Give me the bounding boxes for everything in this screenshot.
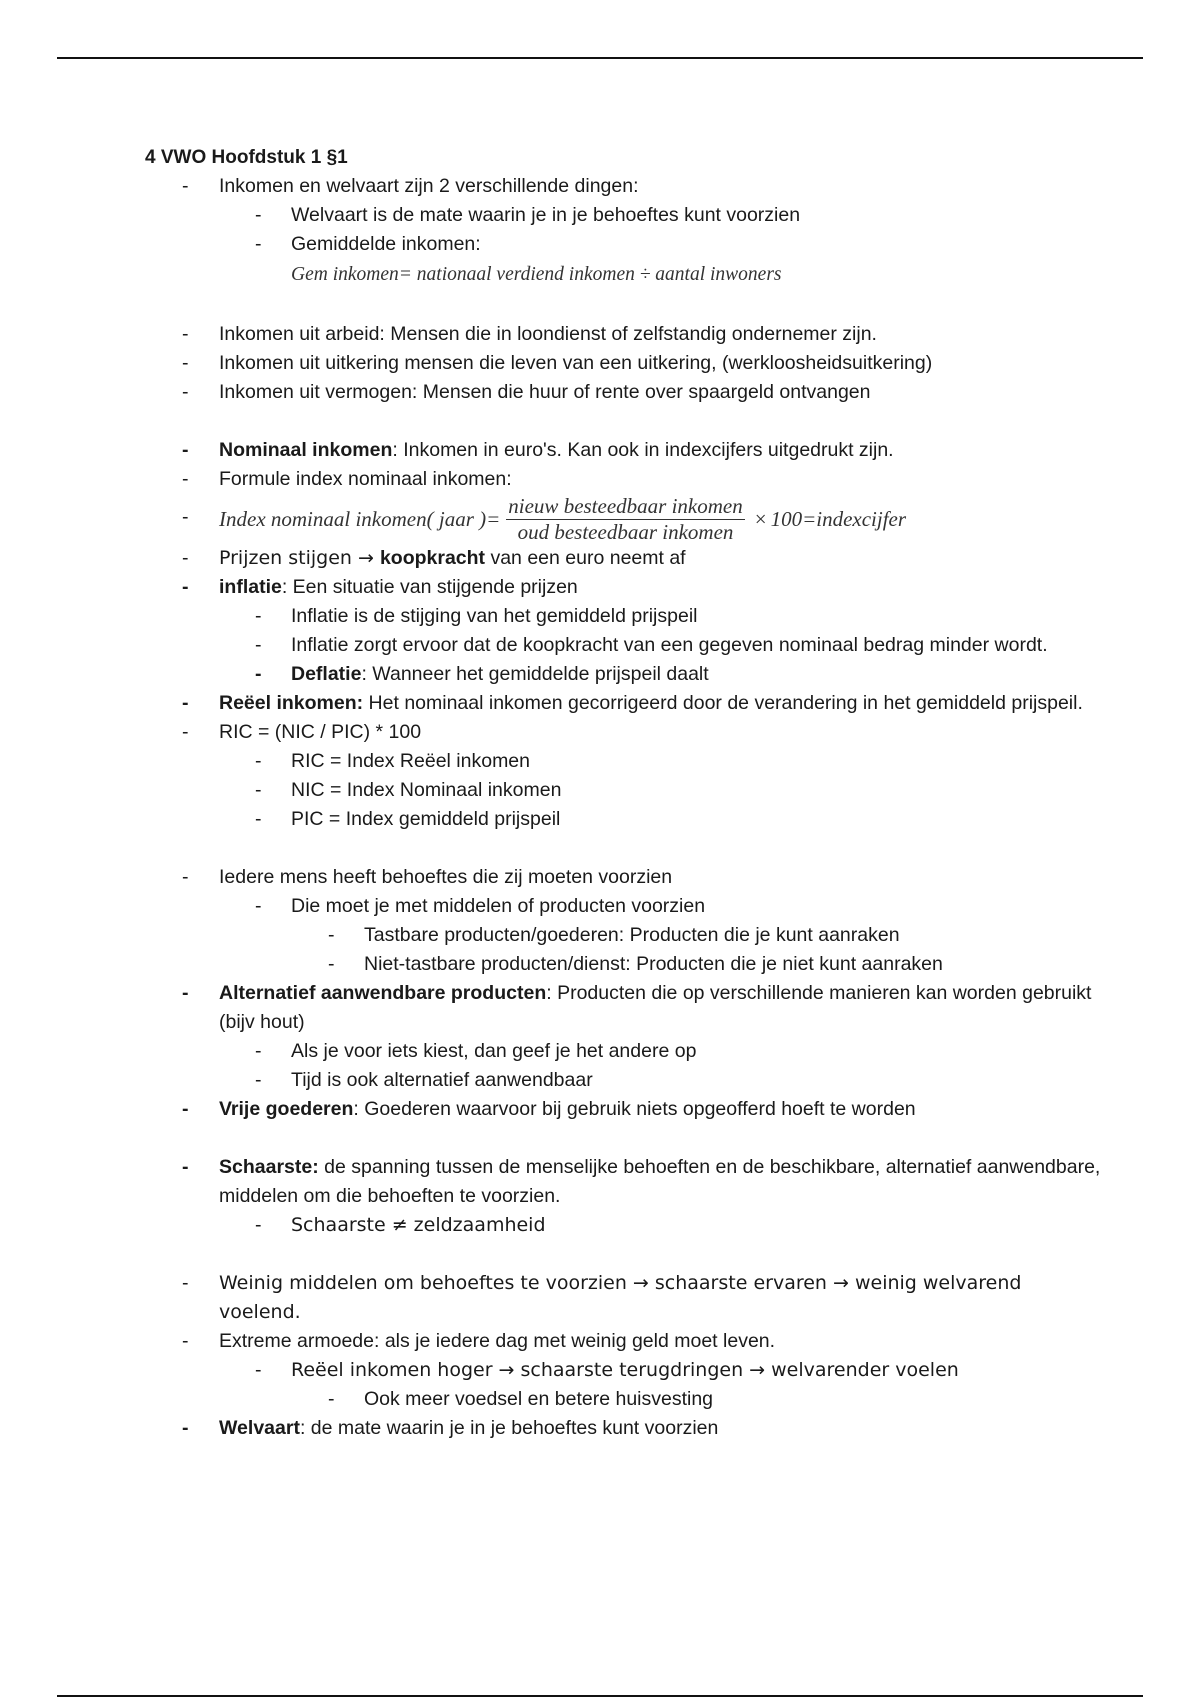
bullet-dash: -: [182, 866, 189, 888]
list-item: [145, 465, 1105, 494]
formula-right: 100=indexcijfer: [770, 506, 907, 531]
list-item: [145, 320, 1105, 349]
item-text: Schaarste ≠ zeldzaamheid: [291, 1214, 546, 1236]
bullet-dash: -: [328, 924, 335, 946]
bullet-dash: -: [255, 779, 262, 801]
list-item: [145, 602, 1105, 631]
item-text: Ook meer voedsel en betere huisvesting: [364, 1388, 714, 1410]
bullet-dash: -: [182, 1417, 189, 1439]
list-item: [145, 1385, 1105, 1414]
footer-rule: [57, 1695, 1143, 1697]
bullet-dash: -: [182, 547, 189, 569]
formula-left: Index nominaal inkomen( jaar )=: [219, 506, 501, 531]
bullet-dash: -: [182, 506, 189, 528]
formula-average-income: Gem inkomen= nationaal verdiend inkomen ÷ aantal inwoners: [291, 264, 782, 285]
bullet-dash: -: [182, 1272, 189, 1294]
term: koopkracht: [379, 547, 486, 569]
list-item: [145, 436, 1105, 465]
term: Alternatief aanwendbare producten: [219, 982, 547, 1004]
item-text: : Inkomen in euro's. Kan ook in indexcijfers uitgedrukt zijn.: [392, 439, 894, 461]
item-text: PIC = Index gemiddeld prijspeil: [291, 808, 561, 830]
term: inflatie: [219, 576, 282, 598]
item-text: van een euro neemt af: [485, 547, 686, 569]
item-text: Reëel inkomen hoger → schaarste terugdringen → welvarender voelen: [291, 1359, 959, 1381]
bullet-dash: -: [255, 634, 262, 656]
item-text: Tijd is ook alternatief aanwendbaar: [291, 1069, 593, 1091]
bullet-dash: -: [182, 439, 189, 461]
item-text: Tastbare producten/goederen: Producten die je kunt aanraken: [364, 924, 900, 946]
formula-denominator: oud besteedbaar inkomen: [517, 519, 734, 544]
list-item: [145, 1095, 1105, 1124]
bullet-dash: -: [182, 323, 189, 345]
item-text: Niet-tastbare producten/dienst: Producten die je niet kunt aanraken: [364, 953, 943, 975]
item-text: Inflatie is de stijging van het gemiddeld prijspeil: [291, 605, 698, 627]
list-item: [145, 349, 1105, 378]
list-item: [145, 201, 1105, 230]
bullet-dash: -: [328, 1388, 335, 1410]
bullet-dash: -: [255, 750, 262, 772]
list-item: [145, 921, 1105, 950]
item-text: : Goederen waarvoor bij gebruik niets opgeofferd hoeft te worden: [353, 1098, 916, 1120]
item-text: RIC = (NIC / PIC) * 100: [219, 721, 422, 743]
item-text: Prijzen stijgen →: [219, 547, 380, 569]
item-text: Welvaart is de mate waarin je in je behoeftes kunt voorzien: [291, 204, 801, 226]
item-text: Inkomen en welvaart zijn 2 verschillende dingen:: [219, 175, 639, 197]
list-item: [145, 378, 1105, 407]
item-text: : Een situatie van stijgende prijzen: [281, 576, 578, 598]
item-text: : de mate waarin je in je behoeftes kunt voorzien: [299, 1417, 719, 1439]
bullet-dash: -: [328, 953, 335, 975]
list-item: [145, 544, 1105, 573]
list-item: [145, 1211, 1105, 1240]
list-item: [145, 1327, 1105, 1356]
times-symbol: ×: [754, 506, 767, 531]
list-item: [145, 1356, 1105, 1385]
bullet-dash: -: [255, 605, 262, 627]
item-text: Inflatie zorgt ervoor dat de koopkracht van een gegeven nominaal bedrag minder wordt.: [291, 634, 1048, 656]
bullet-dash: -: [255, 1214, 262, 1236]
item-text: Inkomen uit vermogen: Mensen die huur of rente over spaargeld ontvangen: [219, 381, 871, 403]
item-text: Iedere mens heeft behoeftes die zij moeten voorzien: [219, 866, 673, 888]
header-rule: [57, 57, 1143, 59]
bullet-dash: -: [182, 692, 189, 714]
list-item: [145, 950, 1105, 979]
item-text: Gemiddelde inkomen:: [291, 233, 481, 255]
term: Welvaart: [219, 1417, 300, 1439]
bullet-dash: -: [255, 1040, 262, 1062]
item-text: Die moet je met middelen of producten voorzien: [291, 895, 706, 917]
formula-numerator: nieuw besteedbaar inkomen: [508, 493, 743, 518]
item-text: Weinig middelen om behoeftes te voorzien → schaarste ervaren → weinig welvarend voelend.: [219, 1272, 1022, 1323]
list-item: [145, 1037, 1105, 1066]
list-item: [145, 230, 1105, 259]
formula-fraction: [506, 494, 744, 545]
bullet-dash: -: [255, 233, 262, 255]
item-text: Extreme armoede: als je iedere dag met weinig geld moet leven.: [219, 1330, 776, 1352]
term: Reëel inkomen:: [219, 692, 364, 714]
list-item: [145, 1269, 1105, 1327]
item-text: : Producten die op verschillende manieren kan worden gebruikt (bijv hout): [219, 982, 1092, 1033]
list-item: [145, 747, 1105, 776]
bullet-dash: -: [182, 1156, 189, 1178]
term: Nominaal inkomen: [219, 439, 393, 461]
bullet-dash: -: [182, 1330, 189, 1352]
item-text: Inkomen uit uitkering mensen die leven van een uitkering, (werkloosheidsuitkering): [219, 352, 933, 374]
item-text: Als je voor iets kiest, dan geef je het andere op: [291, 1040, 697, 1062]
document-body: [145, 143, 1105, 1443]
list-item: [145, 1153, 1105, 1211]
list-item: [145, 892, 1105, 921]
bullet-dash: -: [182, 1098, 189, 1120]
list-item: [145, 1414, 1105, 1443]
term: Schaarste:: [219, 1156, 319, 1178]
list-item: [145, 718, 1105, 747]
bullet-dash: -: [182, 381, 189, 403]
list-item: [145, 979, 1105, 1037]
item-text: Formule index nominaal inkomen:: [219, 468, 512, 490]
bullet-dash: -: [255, 1359, 262, 1381]
bullet-dash: -: [182, 721, 189, 743]
bullet-dash: -: [255, 1069, 262, 1091]
item-text: NIC = Index Nominaal inkomen: [291, 779, 562, 801]
bullet-dash: -: [255, 663, 262, 685]
list-item: [145, 172, 1105, 201]
bullet-dash: -: [182, 468, 189, 490]
formula-index-nominal-income: [145, 494, 1105, 544]
item-text: de spanning tussen de menselijke behoeften en de beschikbare, alternatief aanwendbare, middelen om die behoeften te voorzien.: [219, 1156, 1101, 1207]
bullet-dash: -: [182, 352, 189, 374]
item-text: : Wanneer het gemiddelde prijspeil daalt: [361, 663, 709, 685]
term: Vrije goederen: [219, 1098, 354, 1120]
list-item: [145, 689, 1105, 718]
bullet-dash: -: [182, 982, 189, 1004]
list-item: [145, 863, 1105, 892]
bullet-dash: -: [255, 204, 262, 226]
list-item: [145, 631, 1105, 660]
list-item: [145, 776, 1105, 805]
bullet-dash: -: [182, 576, 189, 598]
list-item: [145, 573, 1105, 602]
list-item: [145, 1066, 1105, 1095]
term: Deflatie: [291, 663, 362, 685]
item-text: RIC = Index Reëel inkomen: [291, 750, 530, 772]
item-text: Het nominaal inkomen gecorrigeerd door de verandering in het gemiddeld prijspeil.: [363, 692, 1083, 714]
bullet-dash: -: [255, 895, 262, 917]
item-text: Inkomen uit arbeid: Mensen die in loondienst of zelfstandig ondernemer zijn.: [219, 323, 877, 345]
page-title: 4 VWO Hoofdstuk 1 §1: [145, 147, 348, 168]
list-item: [145, 660, 1105, 689]
bullet-dash: -: [255, 808, 262, 830]
list-item: [145, 805, 1105, 834]
bullet-dash: -: [182, 175, 189, 197]
